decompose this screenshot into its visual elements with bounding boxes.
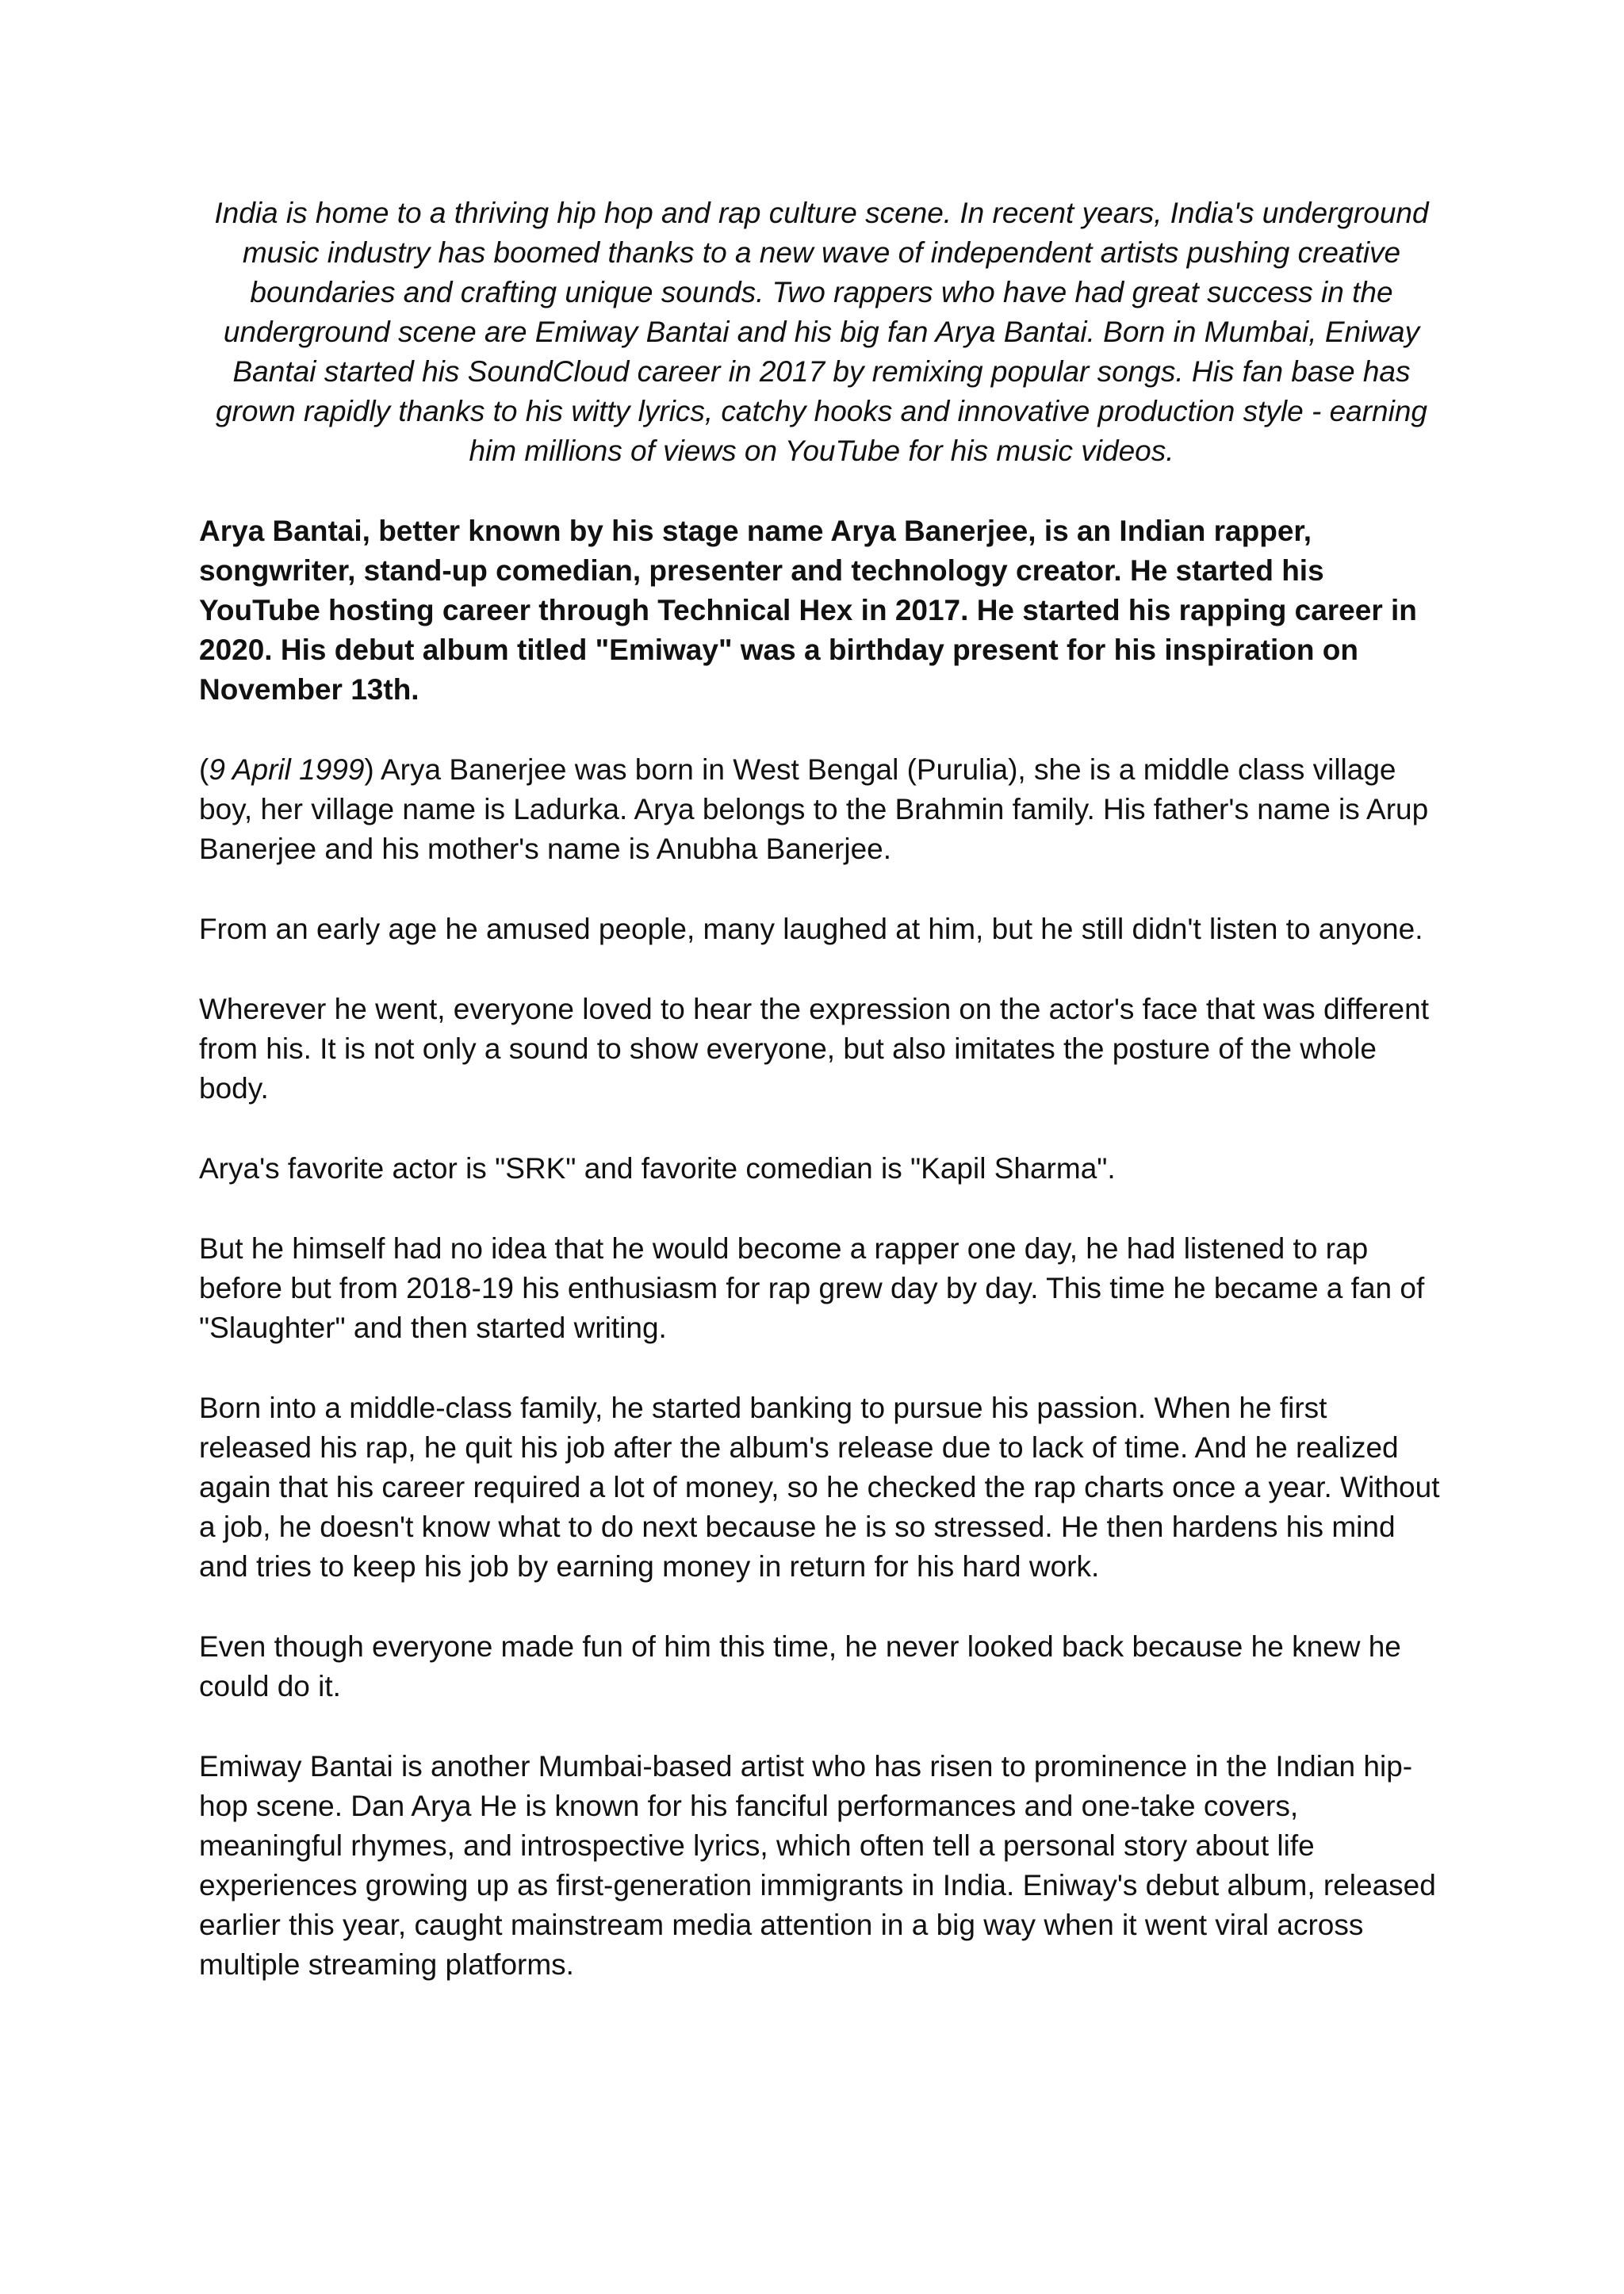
paragraph-emiway: Emiway Bantai is another Mumbai-based artist who has risen to prominence in the Indian hip-hop scene. Dan Arya He is known for his fanciful performances and one-take covers, meaningful rhymes, and introspective lyrics, which often tell a personal story about life experiences growing up as first-generation immigrants in India. Eniway's debut album, released earlier this year, caught mainstream media attention in a big way when it went viral across multiple streaming platforms. [199, 1750, 1436, 1981]
birth-open-paren: ( [199, 753, 209, 786]
bio-bold-paragraph: Arya Bantai, better known by his stage name Arya Banerjee, is an Indian rapper, songwriter, stand-up comedian, presenter and technology creator. He started his YouTube hosting career through Technical Hex in 2017. He started his rapping career in 2020. His debut album titled "Emiway" was a birthday present for his inspiration on November 13th. [199, 515, 1417, 706]
birth-date: 9 April 1999 [209, 753, 365, 786]
birth-text: ) Arya Banerjee was born in West Bengal (Purulia), she is a middle class village boy, her village name is Ladurka. Arya belongs to the Brahmin family. His father's name is Arup Banerjee and his mother's name is Anubha Banerjee. [199, 753, 1429, 865]
paragraph-rap-start: But he himself had no idea that he would become a rapper one day, he had listened to rap before but from 2018-19 his enthusiasm for rap grew day by day. This time he became a fan of "Slaughter" and then started writing. [199, 1232, 1425, 1344]
intro-paragraph: India is home to a thriving hip hop and rap culture scene. In recent years, India's underground music industry has boomed thanks to a new wave of independent artists pushing creative boundaries and crafting unique sounds. Two rappers who have had great success in the underground scene are Emiway Bantai and his big fan Arya Bantai. Born in Mumbai, Eniway Bantai started his SoundCloud career in 2017 by remixing popular songs. His fan base has grown rapidly thanks to his witty lyrics, catchy hooks and innovative production style - earning him millions of views on YouTube for his music videos. [214, 197, 1429, 467]
document-body [199, 193, 1444, 2025]
paragraph-expression: Wherever he went, everyone loved to hear the expression on the actor's face that was different from his. It is not only a sound to show everyone, but also imitates the posture of the whole body. [199, 993, 1429, 1105]
paragraph-favorites: Arya's favorite actor is "SRK" and favorite comedian is "Kapil Sharma". [199, 1152, 1116, 1185]
paragraph-early-age: From an early age he amused people, many laughed at him, but he still didn't listen to anyone. [199, 913, 1423, 945]
paragraph-never-looked-back: Even though everyone made fun of him this time, he never looked back because he knew he could do it. [199, 1630, 1401, 1702]
birth-paragraph [199, 750, 1444, 869]
paragraph-career: Born into a middle-class family, he started banking to pursue his passion. When he first released his rap, he quit his job after the album's release due to lack of time. And he realized again that his career required a lot of money, so he checked the rap charts once a year. Without a job, he doesn't know what to do next because he is so stressed. He then hardens his mind and tries to keep his job by earning money in return for his hard work. [199, 1392, 1440, 1583]
